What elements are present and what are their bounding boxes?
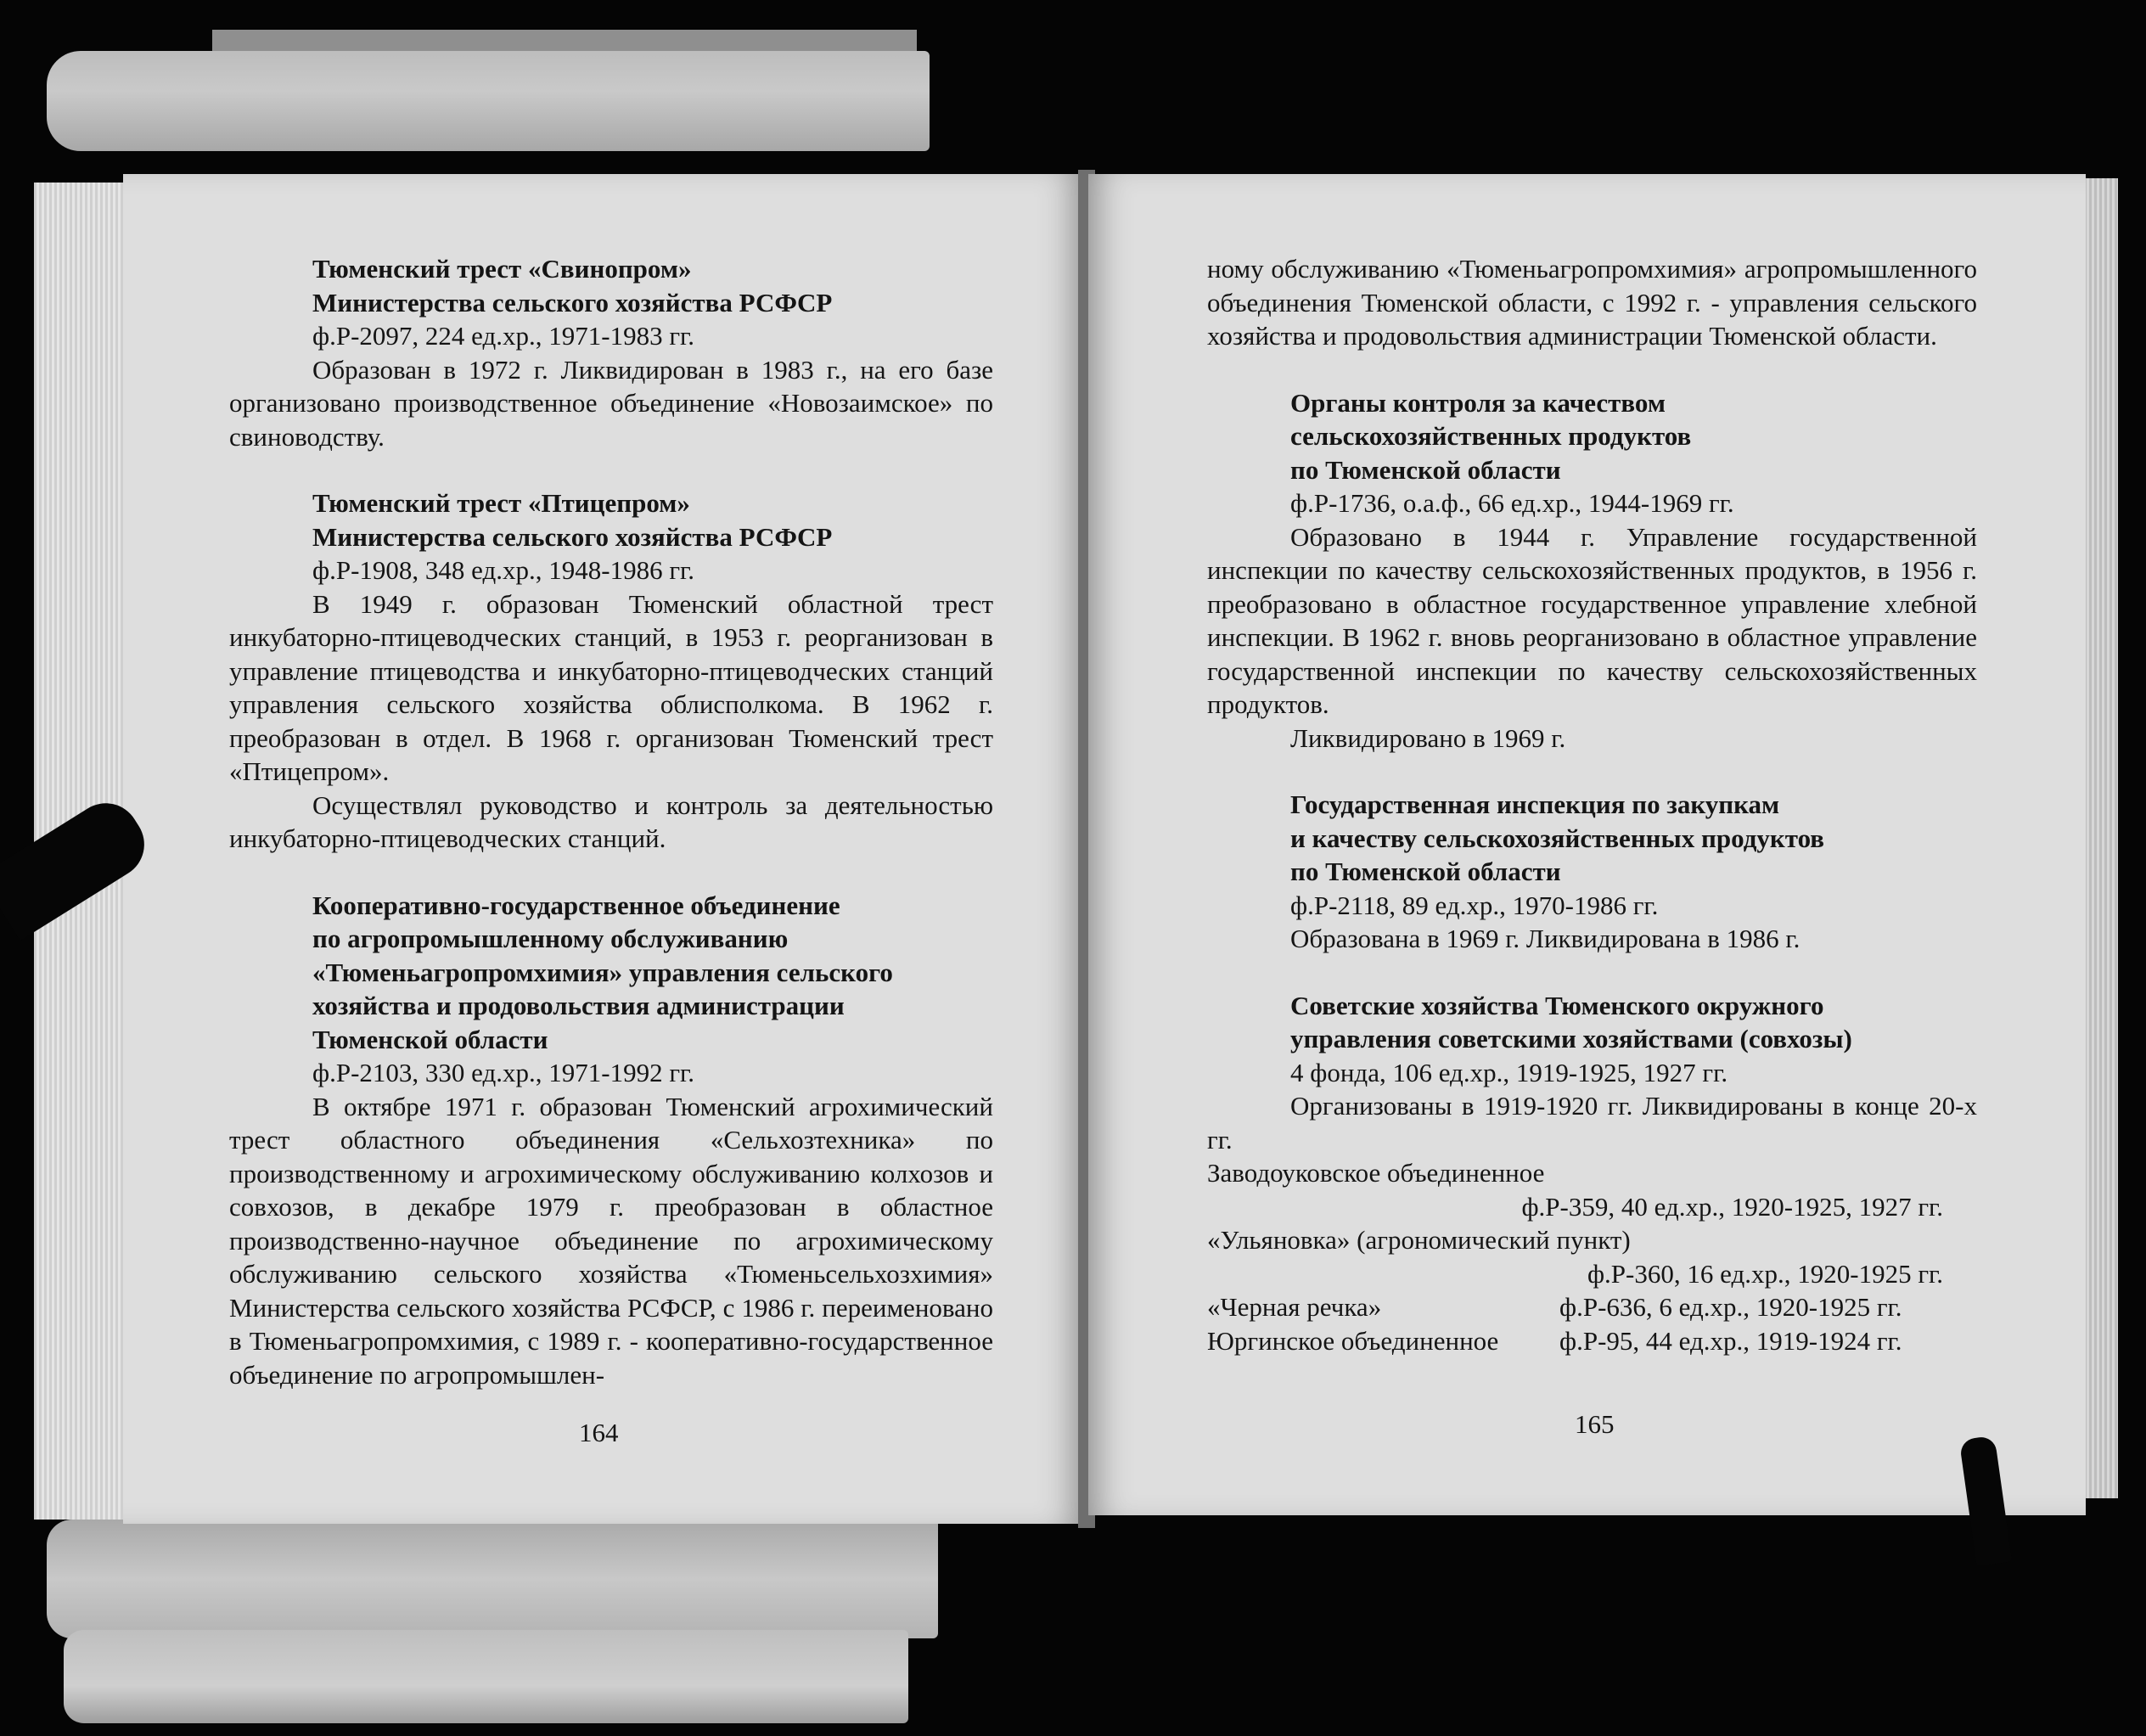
- sovkhoz-fund-reference: ф.Р-636, 6 ед.хр., 1920-1925 гг.: [1559, 1292, 1902, 1322]
- section-heading: и качеству сельскохозяйственных продуктов: [1290, 823, 1825, 853]
- sovkhoz-name: «Ульяновка» (агрономический пункт): [1207, 1225, 1631, 1255]
- section-heading: «Тюменьагропромхимия» управления сельского: [312, 957, 893, 987]
- section-heading: по Тюменской области: [1290, 454, 1561, 485]
- section-heading: Кооперативно-государственное объединение: [312, 890, 840, 920]
- spacer: [1207, 353, 1977, 386]
- left-page-number: 164: [579, 1418, 619, 1447]
- sovkhoz-row: [1207, 1324, 1977, 1358]
- sovkhoz-name: «Черная речка»: [1207, 1292, 1382, 1322]
- paragraph: Осуществлял руководство и контроль за деятельностью инкубаторно-птицеводческих станций.: [229, 789, 993, 853]
- sovkhoz-list: [1207, 1156, 1977, 1357]
- section-heading: по агропромышленному обслуживанию: [312, 924, 789, 953]
- fund-reference: 4 фонда, 106 ед.хр., 1919-1925, 1927 гг.: [1290, 1057, 1728, 1087]
- fund-reference: Образована в 1969 г. Ликвидирована в 1986 г.: [1290, 924, 1801, 953]
- section-heading: Тюменский трест «Птицепром»: [312, 488, 690, 518]
- sovkhoz-row: [1207, 1190, 1977, 1224]
- paragraph: Образован в 1972 г. Ликвидирован в 1983 г., на его базе организовано производственное объединение «Новозаимское» по свиноводству.: [229, 354, 993, 452]
- paragraph: Организованы в 1919-1920 гг. Ликвидированы в конце 20-х гг.: [1207, 1091, 1977, 1155]
- sovkhoz-row: [1207, 1257, 1977, 1291]
- right-page-text: [1207, 252, 1977, 1357]
- sovkhoz-fund-reference: ф.Р-95, 44 ед.хр., 1919-1924 гг.: [1559, 1325, 1902, 1356]
- sovkhoz-name: Заводоуковское объединенное: [1207, 1158, 1545, 1188]
- spacer: [1207, 956, 1977, 989]
- spacer: [229, 856, 993, 889]
- fund-reference: ф.Р-2103, 330 ед.хр., 1971-1992 гг.: [312, 1058, 695, 1087]
- left-page-text: [229, 252, 993, 1391]
- paragraph: Образовано в 1944 г. Управление государственной инспекции по качеству сельскохозяйственных продуктов, в 1956 г. преобразовано в областное государственное управление хлебной инспекции. В 1962 г. вновь реорганизовано в областное управление государственной инспекции по качеству сельскохозяйственных продуктов.: [1207, 521, 1977, 719]
- fund-reference: ф.Р-1736, о.а.ф., 66 ед.хр., 1944-1969 гг.: [1290, 488, 1734, 518]
- paragraph: В 1949 г. образован Тюменский областной трест инкубаторно-птицеводческих станций, в 1953 г. реорганизован в управление птицеводства и инкубаторно-птицеводческих станций управления сельского хозяйства облисполкома. В 1962 г. преобразован в отдел. В 1968 г. организован Тюменский трест «Птицепром».: [229, 588, 993, 786]
- sovkhoz-row: [1207, 1156, 1977, 1190]
- section-heading: управления советскими хозяйствами (совхозы): [1290, 1024, 1852, 1053]
- paragraph: В октябре 1971 г. образован Тюменский агрохимический трест областного объединения «Сельхозтехника» по производственному и агрохимическому обслуживанию колхозов и совхозов, в декабре 1979 г. преобразован в областное производственно-научное объединение по агрохимическому обслуживанию сельского хозяйства «Тюменьсельхозхимия» Министерства сельского хозяйства РСФСР, с 1986 г. переименовано в Тюменьагропромхимия, с 1989 г. - кооперативно-государственное объединение по агропромышлен-: [229, 1091, 993, 1390]
- left-page: [123, 174, 1082, 1524]
- section-heading: Министерства сельского хозяйства РСФСР: [312, 287, 833, 317]
- section-heading: Советские хозяйства Тюменского окружного: [1290, 990, 1824, 1020]
- spacer: [229, 453, 993, 486]
- foam-support-bottom: [47, 1520, 938, 1638]
- sovkhoz-fund-reference: ф.Р-360, 16 ед.хр., 1920-1925 гг.: [1587, 1258, 1943, 1289]
- foam-support-top: [47, 51, 930, 151]
- right-page: [1088, 174, 2086, 1515]
- paragraph-continued: ному обслуживанию «Тюменьагропромхимия» агропромышленного объединения Тюменской области, с 1992 г. - управления сельского хозяйства и продовольствия администрации Тюменской области.: [1207, 254, 1977, 351]
- sovkhoz-name: Юргинское объединенное: [1207, 1325, 1499, 1356]
- right-page-number: 165: [1575, 1409, 1615, 1439]
- section-heading: Министерства сельского хозяйства РСФСР: [312, 521, 833, 552]
- foam-support-bottom-lower: [64, 1630, 908, 1723]
- section-heading: Тюменской области: [312, 1024, 548, 1054]
- section-heading: сельскохозяйственных продуктов: [1290, 421, 1692, 451]
- section-heading: хозяйства и продовольствия администрации: [312, 991, 845, 1020]
- section-heading: по Тюменской области: [1290, 857, 1561, 886]
- fund-reference: ф.Р-1908, 348 ед.хр., 1948-1986 гг.: [312, 555, 695, 585]
- section-heading: Государственная инспекция по закупкам: [1290, 789, 1780, 819]
- section-heading: Органы контроля за качеством: [1290, 387, 1666, 418]
- sovkhoz-row: [1207, 1290, 1977, 1324]
- fund-reference: ф.Р-2118, 89 ед.хр., 1970-1986 гг.: [1290, 890, 1659, 920]
- spacer: [1207, 755, 1977, 788]
- section-heading: Тюменский трест «Свинопром»: [312, 254, 692, 284]
- right-page-paragraphs: [1207, 252, 1977, 1156]
- fund-reference: ф.Р-2097, 224 ед.хр., 1971-1983 гг.: [312, 321, 695, 351]
- sovkhoz-row: [1207, 1223, 1977, 1257]
- paragraph: Ликвидировано в 1969 г.: [1290, 722, 1566, 753]
- sovkhoz-fund-reference: ф.Р-359, 40 ед.хр., 1920-1925, 1927 гг.: [1521, 1191, 1943, 1222]
